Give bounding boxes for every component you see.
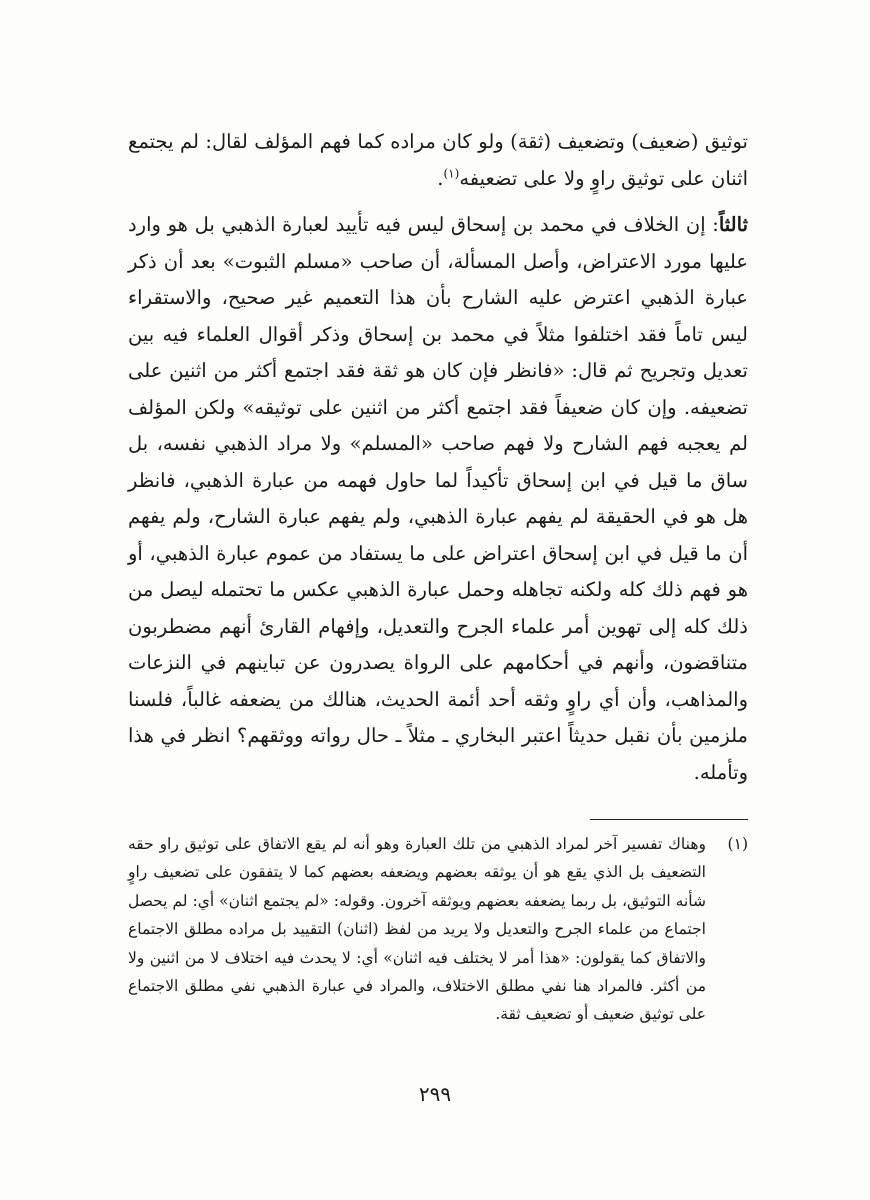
footnote-reference: (١) (443, 166, 460, 180)
footnote-number: (١) (727, 835, 748, 853)
footnote-separator (590, 819, 748, 820)
paragraph-end: . (437, 166, 444, 190)
section-lead-word: ثالثاً (718, 213, 748, 236)
paragraph-text: : إن الخلاف في محمد بن إسحاق ليس فيه تأييد لعبارة الذهبي بل هو وارد عليها مورد الاعتراض، وأصل المسألة، أن صاحب «مسلم الثبوت» بعد أن ذكر عبارة الذهبي اعترض عليه الشارح بأن هذا التعميم غير صحيح، والاستقراء ليس تاماً فقد اختلفوا مثلاً في محمد بن إسحاق وذكر أقوال العلماء فيه بين تعديل وتجريح ثم قال: «فانظر فإن كان هو ثقة فقد اجتمع أكثر من اثنين على تضعيفه. وإن كان ضعيفاً فقد اجتمع أكثر من اثنين على توثيقه» ولكن المؤلف لم يعجبه فهم الشارح ولا فهم صاحب «المسلم» ولا مراد الذهبي نفسه، بل ساق ما قيل في ابن إسحاق تأكيداً لما حاول فهمه من عبارة الذهبي، فانظر هل هو في الحقيقة لم يفهم عبارة الذهبي، ولم يفهم عبارة الشارح، ولم يفهم أن ما قيل في ابن إسحاق اعتراض على ما يستفاد من عموم عبارة الذهبي، أو هو فهم ذلك كله ولكنه تجاهله وحمل عبارة الذهبي عكس ما تحتمله ليصل من ذلك كله إلى تهوين أمر علماء الجرح والتعديل، وإفهام القارئ أنهم مضطربون متناقضون، وأنهم في أحكامهم على الرواة يصدرون عن تباينهم في النزعات والمذاهب، وأن أي راوٍ وثقه أحد أئمة الحديث، هنالك من يضعفه غالباً، فلسنا ملزمين بأن نقبل حديثاً اعتبر البخاري ـ مثلاً ـ حال رواته ووثقهم؟ انظر في هذا وتأمله. (128, 213, 748, 784)
page-number: ٢٩٩ (418, 1082, 452, 1106)
footnote (128, 830, 748, 1029)
footnote-text: وهناك تفسير آخر لمراد الذهبي من تلك العبارة وهو أنه لم يقع الاتفاق على توثيق راو حقه التضعيف بل الذي يقع هو أن يوثقه بعضهم ويضعفه بعضهم كما لا يتفقون على تضعيف راوٍ شأنه التوثيق، بل ربما يضعفه بعضهم ويوثقه آخرون. وقوله: «لم يجتمع اثنان» أي: لم يحصل اجتماع من علماء الجرح والتعديل ولا يريد من لفظ (اثنان) التقييد بل مراده مطلق الاجتماع والاتفاق كما يقولون: «هذا أمر لا يختلف فيه اثنان» أي: لا يحدث فيه اختلاف لا من اثنين ولا من أكثر. فالمراد هنا نفي مطلق الاختلاف، والمراد في عبارة الذهبي نفي مطلق الاجتماع على توثيق ضعيف أو تضعيف ثقة. (128, 835, 706, 1024)
paragraph (128, 124, 748, 197)
main-text (128, 124, 748, 791)
paragraph-text: توثيق (ضعيف) وتضعيف (ثقة) ولو كان مراده كما فهم المؤلف لقال: لم يجتمع اثنان على توثيق راوٍ ولا على تضعيفه (128, 130, 748, 190)
paragraph (128, 207, 748, 791)
